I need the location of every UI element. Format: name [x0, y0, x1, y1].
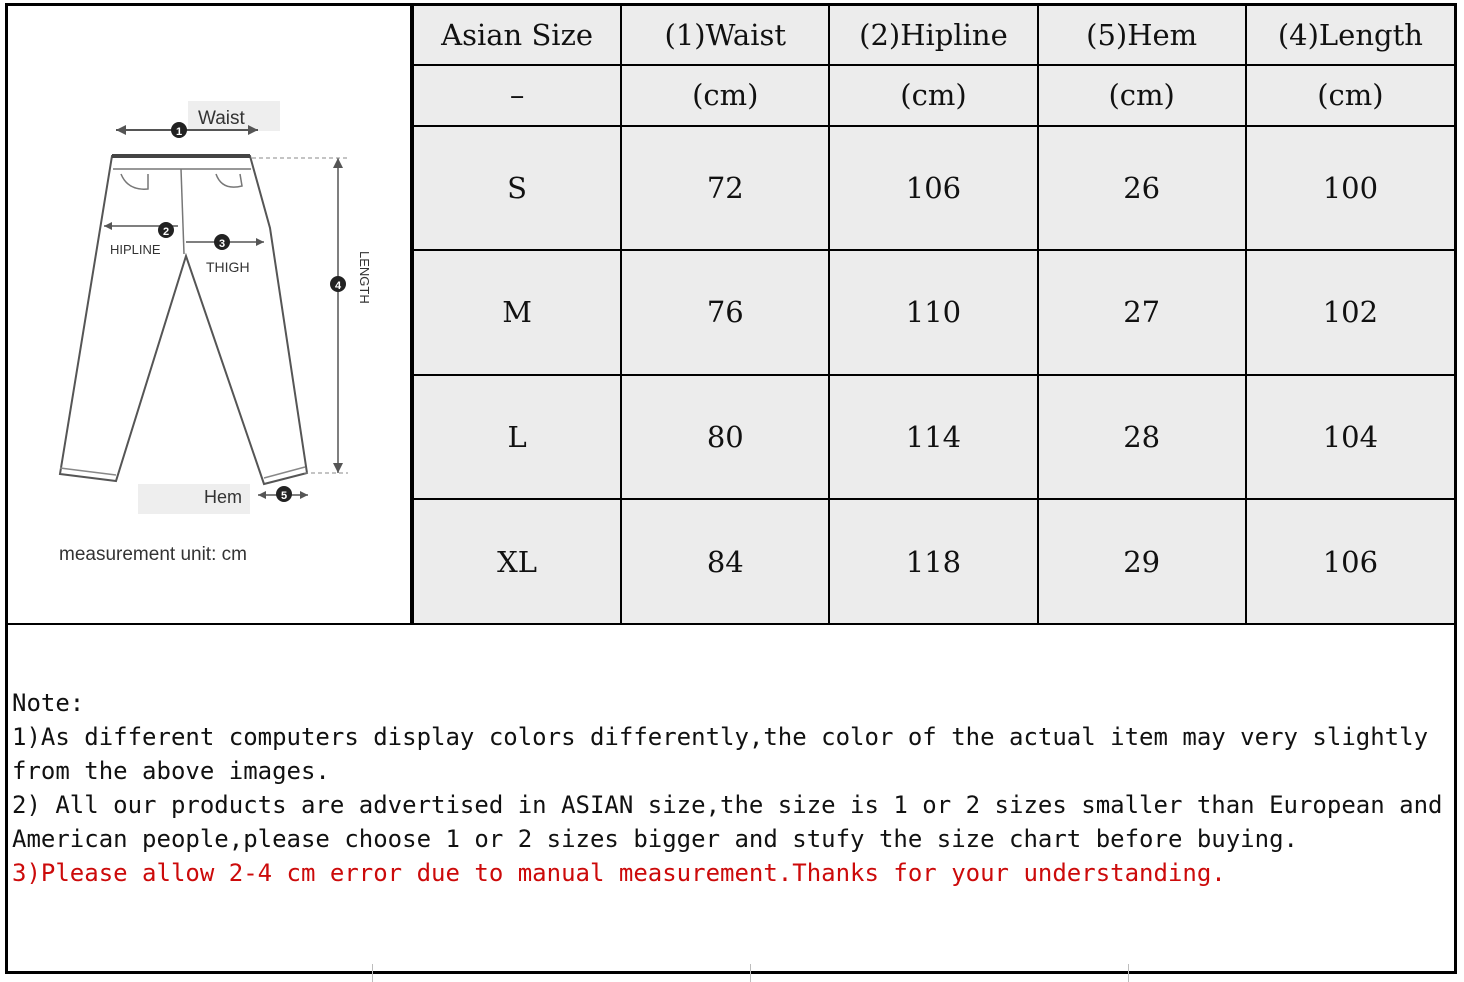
size-table [412, 6, 1454, 623]
header-hem: (5)Hem [1038, 6, 1246, 65]
waist-cell: 72 [621, 126, 829, 251]
hipline-cell: 106 [829, 126, 1037, 251]
waist-cell: 76 [621, 250, 829, 375]
grid-tick [1128, 964, 1129, 982]
pants-outline [60, 156, 307, 484]
hipline-cell: 118 [829, 499, 1037, 623]
svg-text:5: 5 [280, 490, 288, 502]
hem-label: Hem [204, 487, 243, 507]
hem-cell: 26 [1038, 126, 1246, 251]
note-line-3-warning: 3)Please allow 2-4 cm error due to manual measurement.Thanks for your understanding. [12, 859, 1226, 887]
unit-cell: – [413, 65, 621, 125]
thigh-label: THIGH [206, 259, 250, 275]
svg-text:2: 2 [162, 226, 170, 238]
length-cell: 106 [1246, 499, 1454, 623]
pants-illustration [8, 6, 410, 623]
note-line-1: 1)As different computers display colors differently,the color of the actual item may very slightly from the above images. [12, 723, 1443, 785]
unit-cell: (cm) [1038, 65, 1246, 125]
hem-cell: 29 [1038, 499, 1246, 623]
notes-title: Note: [12, 689, 85, 717]
length-cell: 100 [1246, 126, 1454, 251]
measurement-unit-note: measurement unit: cm [59, 544, 247, 565]
size-chart-top-section [8, 6, 1454, 625]
hipline-cell: 114 [829, 375, 1037, 500]
waist-cell: 84 [621, 499, 829, 623]
grid-tick [372, 964, 373, 982]
hipline-label: HIPLINE [110, 242, 161, 257]
length-cell: 104 [1246, 375, 1454, 500]
size-cell: M [413, 250, 621, 375]
table-row-s [413, 126, 1454, 251]
size-cell: L [413, 375, 621, 500]
unit-cell: (cm) [829, 65, 1037, 125]
size-cell: S [413, 126, 621, 251]
size-chart-frame [5, 3, 1457, 974]
table-row-l [413, 375, 1454, 500]
hem-cell: 27 [1038, 250, 1246, 375]
waist-label: Waist [198, 108, 245, 129]
unit-cell: (cm) [621, 65, 829, 125]
header-hipline: (2)Hipline [829, 6, 1037, 65]
length-label: LENGTH [357, 251, 372, 304]
table-row-m [413, 250, 1454, 375]
table-unit-row [413, 65, 1454, 125]
header-waist: (1)Waist [621, 6, 829, 65]
svg-text:1: 1 [175, 126, 183, 138]
pants-measurement-diagram [8, 6, 412, 623]
waist-cell: 80 [621, 375, 829, 500]
header-length: (4)Length [1246, 6, 1454, 65]
header-asian-size: Asian Size [413, 6, 621, 65]
notes-section [12, 686, 1457, 890]
length-cell: 102 [1246, 250, 1454, 375]
unit-cell: (cm) [1246, 65, 1454, 125]
size-cell: XL [413, 499, 621, 623]
grid-tick [750, 964, 751, 982]
hipline-cell: 110 [829, 250, 1037, 375]
hem-cell: 28 [1038, 375, 1246, 500]
table-row-xl [413, 499, 1454, 623]
svg-text:3: 3 [218, 238, 226, 250]
table-header-row [413, 6, 1454, 65]
note-line-2: 2) All our products are advertised in ASIAN size,the size is 1 or 2 sizes smaller than European and American people,please choose 1 or 2 sizes bigger and stufy the size chart before buying. [12, 791, 1457, 853]
svg-text:4: 4 [334, 280, 342, 292]
